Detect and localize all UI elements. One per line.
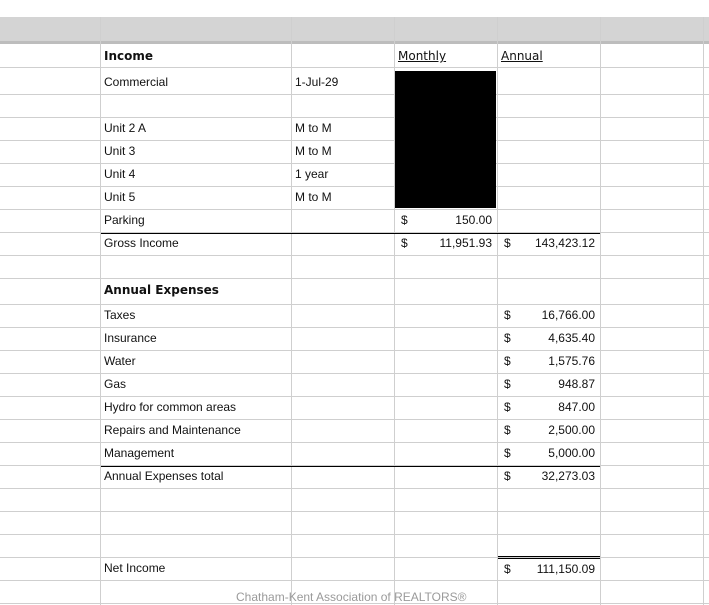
currency-symbol: $ — [504, 423, 511, 437]
currency-symbol: $ — [504, 331, 511, 345]
income-row-label: Unit 3 — [104, 144, 136, 158]
redaction-box — [395, 71, 496, 94]
grid-hline — [0, 304, 709, 305]
grid-hline — [0, 278, 709, 279]
grid-hline — [0, 557, 709, 558]
grid-hline — [0, 511, 709, 512]
currency-symbol: $ — [504, 236, 511, 250]
currency-symbol: $ — [504, 562, 511, 576]
expense-annual-value: 948.87 — [558, 377, 595, 391]
expense-annual-value: 2,500.00 — [548, 423, 595, 437]
header-divider — [0, 41, 709, 44]
grid-hline — [0, 488, 709, 489]
grid-hline — [0, 186, 709, 187]
grid-vline — [497, 17, 498, 605]
redaction-box — [395, 163, 496, 186]
grid-vline — [703, 17, 704, 605]
income-row-term: M to M — [295, 144, 332, 158]
expense-annual-value: 1,575.76 — [548, 354, 595, 368]
grid-hline — [0, 67, 709, 68]
grid-hline — [0, 580, 709, 581]
expenses-total-value: 32,273.03 — [541, 469, 595, 483]
grid-vline — [100, 17, 101, 605]
redaction-box — [395, 117, 496, 140]
currency-symbol: $ — [504, 308, 511, 322]
redaction-box — [395, 186, 496, 208]
grid-hline — [0, 534, 709, 535]
expense-row-label: Water — [104, 354, 136, 368]
currency-symbol: $ — [504, 469, 511, 483]
expenses-total-label: Annual Expenses total — [104, 469, 224, 483]
column-header-band — [0, 17, 709, 41]
income-row-label: Unit 2 A — [104, 121, 147, 135]
expense-row-label: Gas — [104, 377, 127, 391]
currency-symbol: $ — [504, 400, 511, 414]
expense-annual-value: 847.00 — [558, 400, 595, 414]
net-income-double-rule — [498, 558, 600, 559]
expense-annual-value: 16,766.00 — [541, 308, 595, 322]
income-row-term: M to M — [295, 190, 332, 204]
redaction-box — [395, 94, 496, 117]
expense-annual-value: 5,000.00 — [548, 446, 595, 460]
grid-hline — [0, 117, 709, 118]
grid-hline — [0, 373, 709, 374]
grid-hline — [0, 140, 709, 141]
income-row-term: 1 year — [295, 167, 329, 181]
net-income-value: 111,150.09 — [536, 562, 595, 576]
expense-annual-value: 4,635.40 — [548, 331, 595, 345]
currency-symbol: $ — [504, 377, 511, 391]
grid-hline — [0, 209, 709, 210]
grid-hline — [0, 396, 709, 397]
expense-row-label: Insurance — [104, 331, 157, 345]
grid-vline — [600, 17, 601, 605]
currency-symbol: $ — [504, 446, 511, 460]
currency-symbol: $ — [401, 236, 408, 250]
net-income-label: Net Income — [104, 561, 166, 575]
expenses-total-rule — [101, 466, 600, 467]
income-row-label: Parking — [104, 213, 145, 227]
monthly-value: 150.00 — [455, 213, 492, 227]
expense-row-label: Taxes — [104, 308, 136, 322]
monthly-column-label: Monthly — [398, 49, 447, 63]
gross-income-label: Gross Income — [104, 236, 179, 250]
gross-monthly-value: 11,951.93 — [439, 236, 492, 250]
currency-symbol: $ — [401, 213, 408, 227]
currency-symbol: $ — [504, 354, 511, 368]
income-row-label: Unit 4 — [104, 167, 136, 181]
gross-annual-value: 143,423.12 — [534, 236, 595, 250]
grid-hline — [0, 350, 709, 351]
grid-hline — [0, 419, 709, 420]
grid-hline — [0, 163, 709, 164]
expense-row-label: Hydro for common areas — [104, 400, 237, 414]
expense-row-label: Repairs and Maintenance — [104, 423, 241, 437]
grid-hline — [0, 442, 709, 443]
income-row-label: Unit 5 — [104, 190, 136, 204]
grid-hline — [0, 327, 709, 328]
gross-income-rule — [101, 233, 600, 234]
income-row-label: Commercial — [104, 75, 169, 89]
grid-vline — [291, 17, 292, 605]
redaction-box — [395, 140, 496, 163]
income-row-term: 1-Jul-29 — [295, 75, 339, 89]
annual-column-label: Annual — [501, 49, 543, 63]
income-row-term: M to M — [295, 121, 332, 135]
expenses-heading: Annual Expenses — [104, 283, 219, 297]
watermark-text: Chatham-Kent Association of REALTORS® — [236, 590, 467, 604]
expense-row-label: Management — [104, 446, 175, 460]
net-income-double-rule — [498, 556, 600, 557]
income-heading: Income — [104, 49, 154, 63]
grid-hline — [0, 255, 709, 256]
grid-hline — [0, 94, 709, 95]
